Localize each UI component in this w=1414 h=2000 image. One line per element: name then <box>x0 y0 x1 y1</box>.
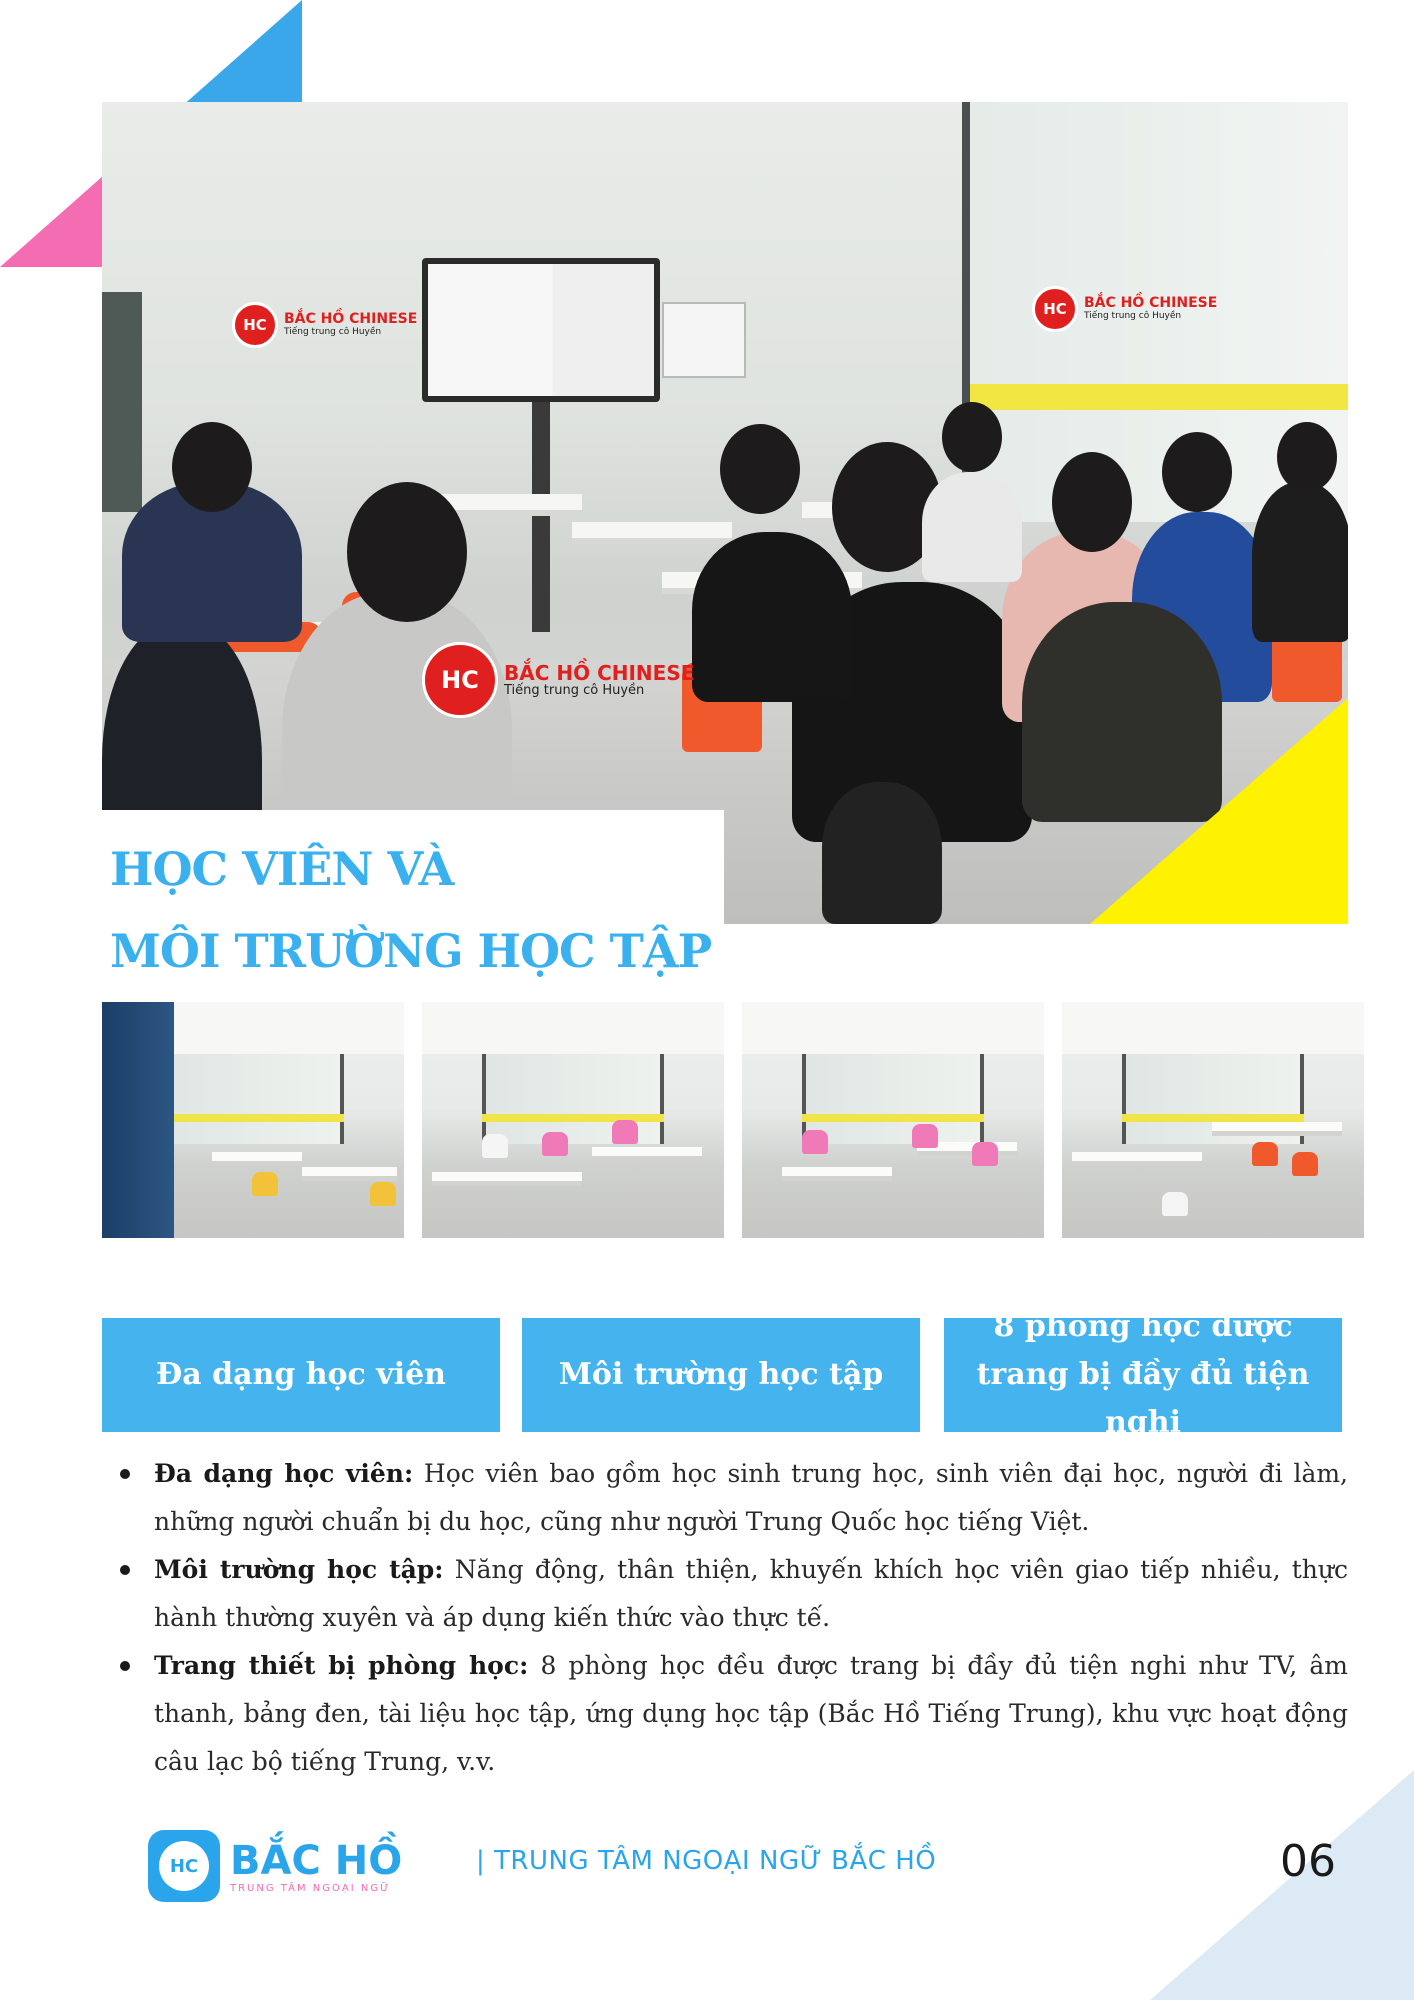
list-item-text: Năng động, thân thiện, khuyến khích học viên giao tiếp nhiều, thực hành thường xuyên và áp dụng kiến thức vào thực tế. <box>154 1555 1348 1632</box>
photo-student-head <box>347 482 467 622</box>
classroom-thumbnail <box>422 1002 724 1238</box>
photo-student <box>922 472 1022 582</box>
photo-student-head <box>942 402 1002 472</box>
bullet-dot-icon <box>120 1565 130 1575</box>
photo-desk <box>572 522 732 544</box>
classroom-thumbnail <box>102 1002 404 1238</box>
footer-center-text: | TRUNG TÂM NGOẠI NGỮ BẮC HỒ <box>476 1846 937 1876</box>
feature-boxes <box>102 1309 1344 1440</box>
photo-student-head <box>172 422 252 512</box>
page-number: 06 <box>1280 1836 1336 1887</box>
footer-logo-subtitle: TRUNG TÂM NGOẠI NGỮ <box>230 1882 391 1894</box>
photo-jacket <box>1022 602 1222 822</box>
bac-ho-chinese-badge-icon: HC <box>1032 286 1078 332</box>
list-item-label: Môi trường học tập: <box>154 1555 444 1584</box>
feature-details-list <box>118 1450 1348 1786</box>
photo-student-head <box>1277 422 1337 492</box>
list-item <box>118 1450 1348 1546</box>
list-item <box>118 1546 1348 1642</box>
photo-watermark <box>422 642 694 718</box>
feature-box-classrooms: 8 phòng học được trang bị đầy đủ tiện nghi <box>944 1318 1342 1432</box>
thumbnail-pillar <box>102 1002 174 1238</box>
photo-student-head <box>1162 432 1232 512</box>
bac-ho-logo-icon: HC <box>148 1830 220 1902</box>
page-title-line-2: MÔI TRƯỜNG HỌC TẬP <box>110 924 712 978</box>
watermark-name: BẮC HỒ CHINESE <box>284 311 418 328</box>
page-title <box>110 828 724 992</box>
photo-whiteboard <box>662 302 746 378</box>
list-item-label: Đa dạng học viên: <box>154 1459 414 1488</box>
photo-backpack <box>822 782 942 924</box>
photo-window <box>102 292 142 512</box>
watermark-sub: Tiếng trung cô Huyền <box>284 326 382 337</box>
bullet-dot-icon <box>120 1469 130 1479</box>
list-item-text: 8 phòng học đều được trang bị đầy đủ tiện nghi như TV, âm thanh, bảng đen, tài liệu học tập, ứng dụng học tập (Bắc Hồ Tiếng Trung), khu vực hoạt động câu lạc bộ tiếng Trung, v.v. <box>154 1651 1348 1776</box>
page-title-line-1: HỌC VIÊN VÀ <box>110 842 454 896</box>
page-title-box <box>102 810 724 990</box>
classroom-thumbnails <box>102 1002 1370 1238</box>
watermark-name: BẮC HỒ CHINESE <box>1084 295 1218 312</box>
feature-box-diverse-students: Đa dạng học viên <box>102 1318 500 1432</box>
feature-box-learning-environment: Môi trường học tập <box>522 1318 920 1432</box>
photo-watermark <box>232 302 417 348</box>
photo-tv <box>422 258 660 402</box>
list-item-label: Trang thiết bị phòng học: <box>154 1651 529 1680</box>
classroom-thumbnail <box>1062 1002 1364 1238</box>
bac-ho-chinese-badge-icon: HC <box>232 302 278 348</box>
footer-logo-name: BẮC HỒ <box>230 1837 403 1884</box>
photo-watermark <box>1032 286 1217 332</box>
list-item-text: Học viên bao gồm học sinh trung học, sinh viên đại học, người đi làm, những người chuẩn bị du học, cũng như người Trung Quốc học tiếng Việt. <box>154 1459 1349 1536</box>
watermark-sub: Tiếng trung cô Huyền <box>504 682 645 698</box>
photo-yellow-strip <box>970 384 1348 410</box>
photo-tv-stand <box>532 402 550 632</box>
photo-student <box>692 532 852 702</box>
photo-student <box>1252 482 1348 642</box>
decor-blue-triangle <box>172 0 302 115</box>
classroom-photo <box>102 102 1348 924</box>
bullet-dot-icon <box>120 1661 130 1671</box>
classroom-thumbnail <box>742 1002 1044 1238</box>
footer-logo <box>148 1830 402 1902</box>
watermark-name: BẮC HỒ CHINESE <box>504 660 695 685</box>
watermark-sub: Tiếng trung cô Huyền <box>1084 310 1182 321</box>
bac-ho-chinese-badge-icon: HC <box>422 642 498 718</box>
photo-student-head <box>1052 452 1132 552</box>
photo-student-head <box>720 424 800 514</box>
list-item <box>118 1642 1348 1786</box>
